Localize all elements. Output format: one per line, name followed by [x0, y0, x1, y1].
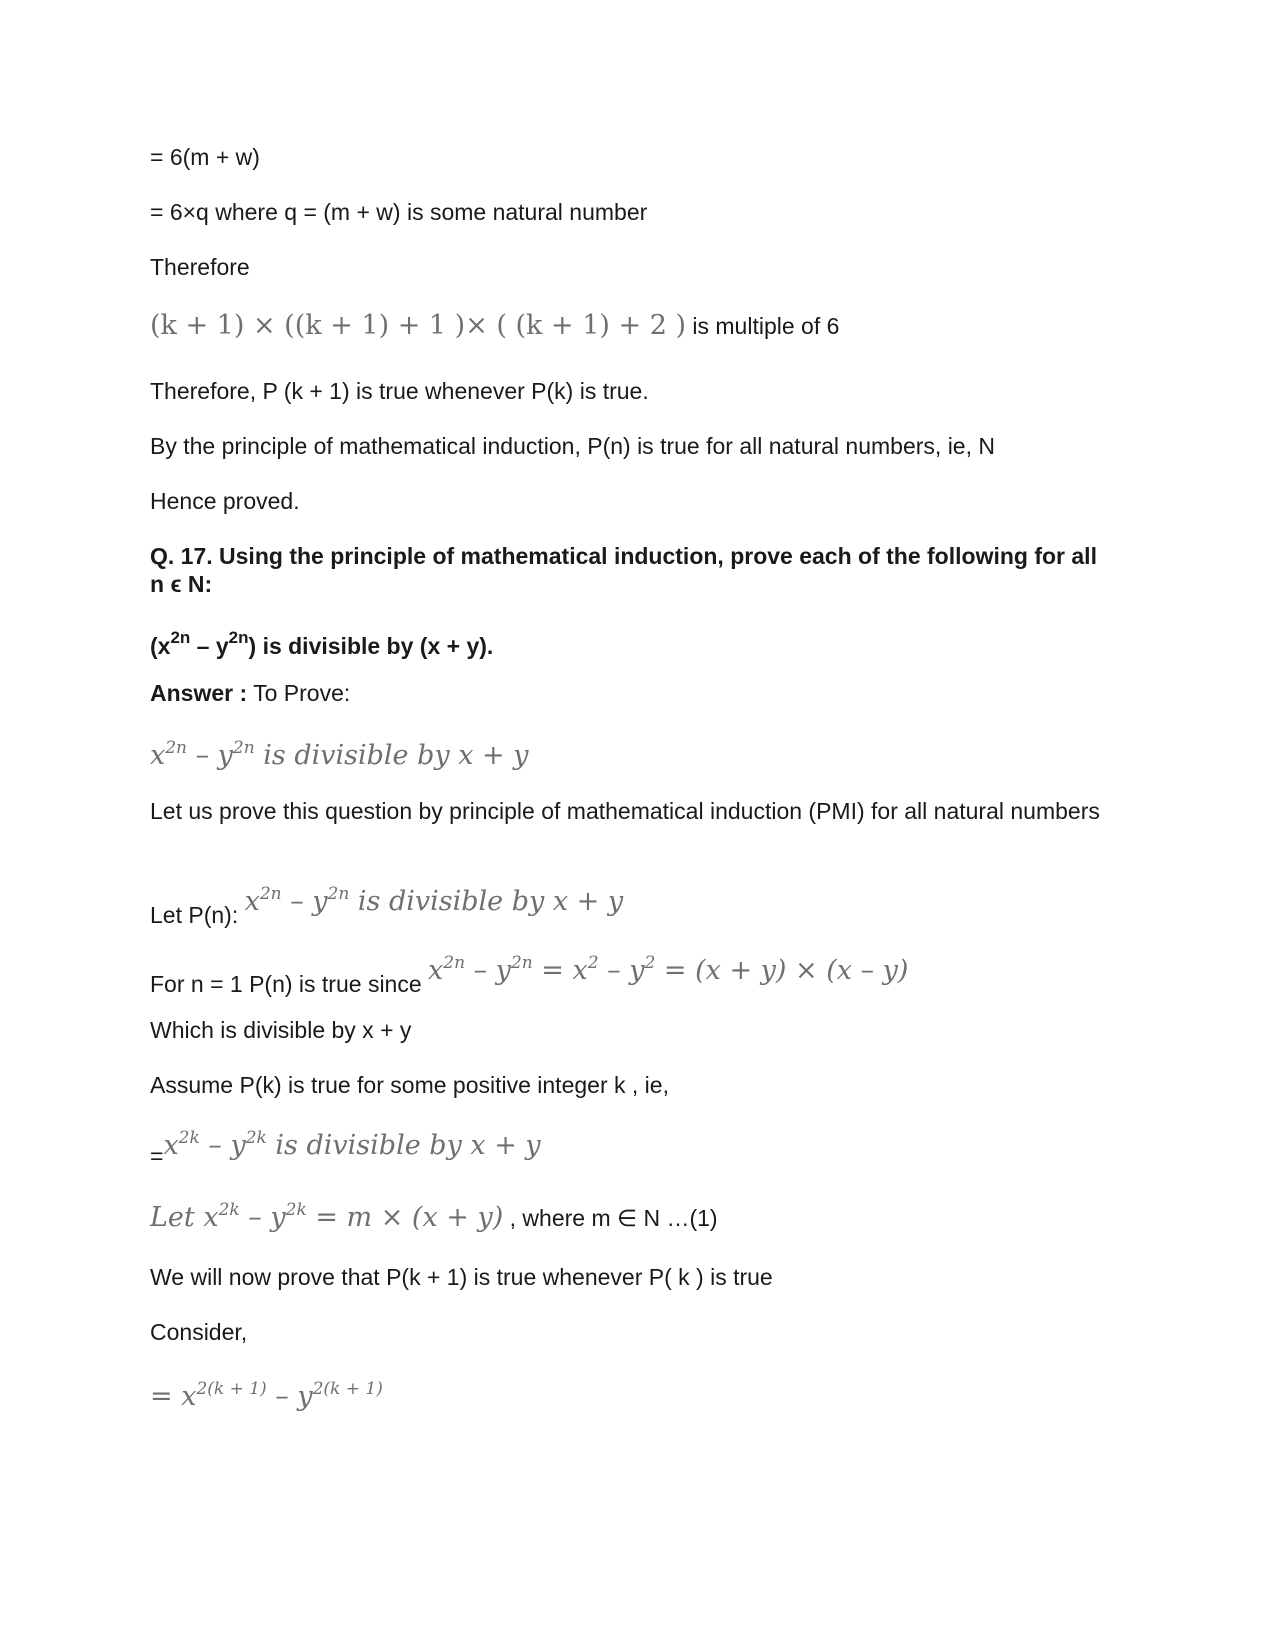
math-part: = x — [150, 1381, 197, 1412]
math-part: = (x + y) × (x – y) — [655, 955, 909, 986]
math-part: is divisible by x + y — [266, 1130, 541, 1161]
statement-part: (x — [150, 633, 171, 659]
consider-line: Consider, — [150, 1319, 248, 1345]
math-part: – y — [187, 740, 233, 771]
let-pn-label: Let P(n): — [150, 902, 245, 928]
math-exponent: 2n — [232, 738, 255, 758]
math-part: – y — [598, 955, 645, 986]
let-pn-line — [150, 880, 624, 928]
equals-sign: = — [150, 1143, 164, 1169]
math-exponent: 2n — [443, 953, 466, 973]
math-exponent: 2k — [285, 1200, 307, 1220]
hence-proved: Hence proved. — [150, 488, 300, 514]
equation-line-2: = 6×q where q = (m + w) is some natural number — [150, 199, 648, 225]
pmi-intro-paragraph: Let us prove this question by principle of mathematical induction (PMI) for all natural numbers — [150, 798, 1100, 824]
assume-line: Assume P(k) is true for some positive integer k , ie, — [150, 1072, 669, 1098]
math-part: is divisible by x + y — [349, 886, 624, 917]
assumption-expression-line — [150, 1124, 541, 1169]
math-part: x — [244, 886, 260, 917]
math-exponent: 2k — [218, 1200, 240, 1220]
math-exponent: 2n — [327, 884, 350, 904]
math-part: is divisible by x + y — [254, 740, 529, 771]
math-part: x — [428, 955, 444, 986]
base-case-line — [150, 949, 909, 997]
math-part: = x — [532, 955, 588, 986]
math-part: – y — [281, 886, 328, 917]
statement-exponent: 2n — [228, 628, 249, 647]
question-statement — [150, 624, 493, 660]
statement-part: ) is divisible by (x + y). — [248, 633, 494, 659]
pmi-line: By the principle of mathematical induction, P(n) is true for all natural numbers, ie, N — [150, 433, 995, 459]
math-exponent: 2 — [587, 953, 599, 973]
math-exponent: 2(k + 1) — [196, 1379, 267, 1399]
let-pn-expression — [245, 886, 624, 917]
math-part: x — [163, 1130, 179, 1161]
let-m-expression — [150, 1202, 503, 1233]
math-part: – y — [266, 1381, 313, 1412]
multiple-of-six-text: is multiple of 6 — [692, 313, 840, 339]
let-m-text: , where m ∈ N …(1) — [503, 1205, 718, 1231]
base-case-label: For n = 1 P(n) is true since — [150, 971, 429, 997]
to-prove-expression — [150, 734, 529, 770]
consider-expression — [150, 1375, 383, 1411]
math-exponent: 2(k + 1) — [312, 1379, 383, 1399]
multiple-of-six-line — [150, 312, 839, 340]
math-part: – y — [239, 1202, 286, 1233]
answer-text: To Prove: — [247, 680, 351, 706]
math-part: Let x — [150, 1202, 219, 1233]
assumption-expression — [163, 1130, 540, 1161]
inductive-step-line: We will now prove that P(k + 1) is true whenever P( k ) is true — [150, 1264, 773, 1290]
math-part: = m × (x + y) — [306, 1202, 504, 1233]
base-case-expression — [428, 955, 908, 986]
math-exponent: 2k — [178, 1128, 200, 1148]
statement-exponent: 2n — [170, 628, 191, 647]
therefore-line: Therefore — [150, 254, 250, 280]
math-part: – y — [465, 955, 511, 986]
statement-part: – y — [190, 633, 229, 659]
math-exponent: 2n — [510, 953, 533, 973]
math-exponent: 2 — [644, 953, 656, 973]
question-title: Q. 17. Using the principle of mathematical induction, prove each of the following for all n ϵ N: — [150, 543, 1097, 597]
answer-line — [150, 679, 350, 707]
math-exponent: 2n — [165, 738, 187, 758]
let-m-line — [150, 1196, 718, 1232]
divisible-line: Which is divisible by x + y — [150, 1017, 412, 1043]
product-expression: (k + 1) × ((k + 1) + 1 )× ( (k + 1) + 2 ) — [150, 310, 686, 341]
math-exponent: 2n — [259, 884, 282, 904]
equation-line-1: = 6(m + w) — [150, 144, 260, 170]
math-part: x — [150, 740, 166, 771]
conclusion-line: Therefore, P (k + 1) is true whenever P(k) is true. — [150, 378, 649, 404]
answer-label: Answer : — [150, 680, 248, 706]
math-exponent: 2k — [245, 1128, 267, 1148]
math-part: – y — [199, 1130, 246, 1161]
